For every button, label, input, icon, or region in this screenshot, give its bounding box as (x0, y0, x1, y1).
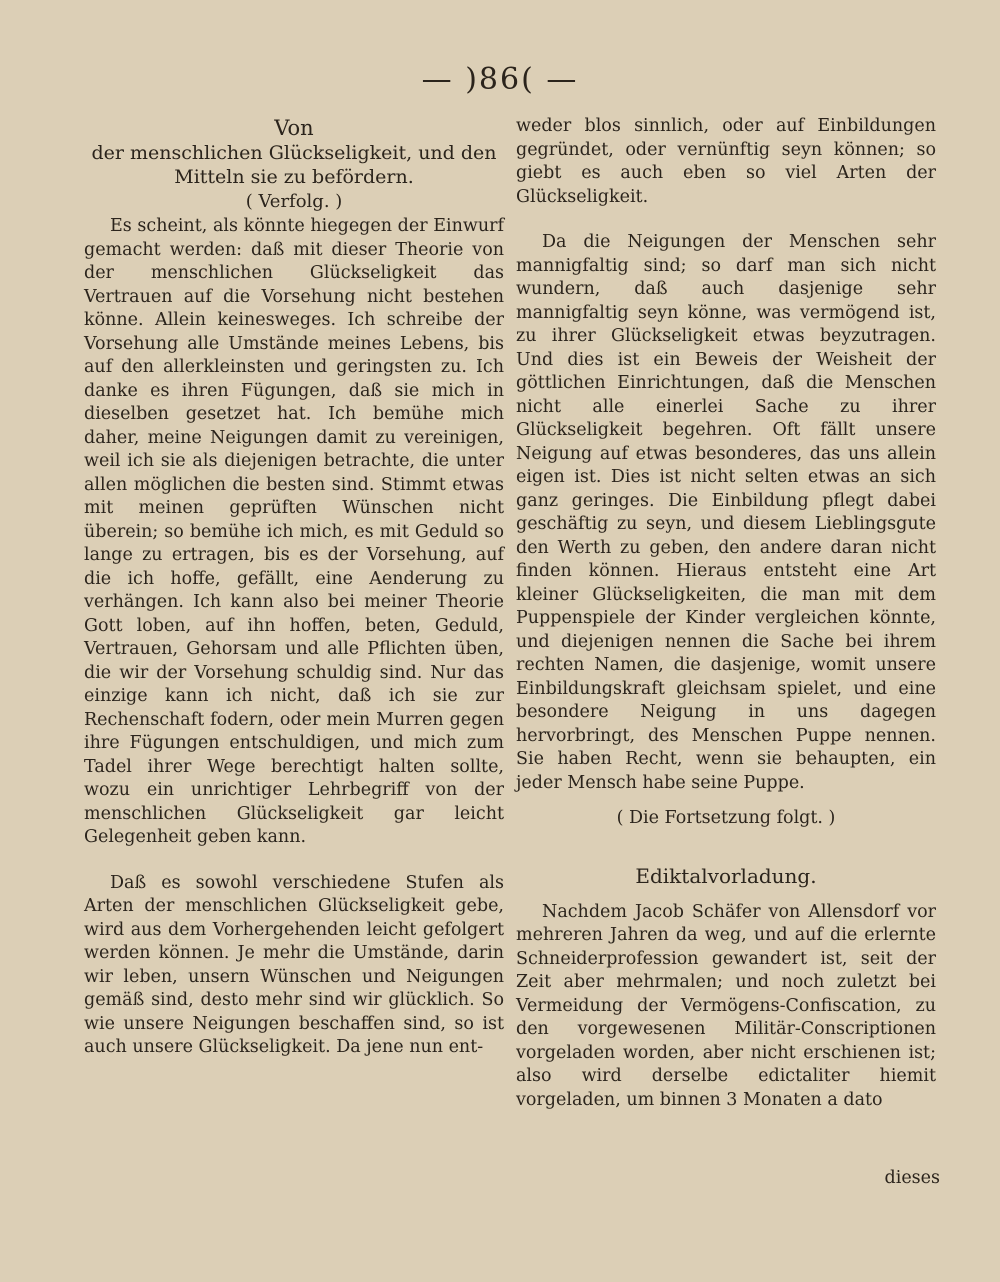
catchword: dieses (884, 1168, 940, 1188)
page-number-header: — )86( — (421, 62, 579, 97)
paragraph: Nachdem Jacob Schäfer von Allensdorf vor mehreren Jahren da weg, und auf die erlernte Schneiderprofession gewandert ist, seit der Zeit aber mehrmalen; und noch zuletzt bei Vermeidung der Vermögens-Confiscation, zu den vorgewesenen Militär-Conscriptionen vorgeladen worden, aber nicht erschienen ist; also wird derselbe edictaliter hiemit vorgeladen, um binnen 3 Monaten a dato (516, 901, 936, 1110)
article-title: der menschlichen Glückseligkeit, und den Mitteln sie zu befördern. (91, 142, 497, 188)
paragraph: Da die Neigungen der Menschen sehr mannigfaltig sind; so darf man sich nicht wundern, daß auch dasjenige sehr mannigfaltig seyn könne, was vermögend ist, zu ihrer Glückseligkeit etwas beyzutragen. Und dies ist ein Beweis der Weisheit der göttlichen Einrichtungen, daß die Menschen nicht alle einerlei Sache zu ihrer Glückseligkeit begehren. Oft fällt unsere Neigung auf etwas besonderes, das uns allein eigen ist. Dies ist nicht selten etwas an sich ganz geringes. Die Einbildung pflegt dabei geschäftig zu seyn, und diesem Lieblingsgute den Werth zu geben, den andere daran nicht finden können. Hieraus entsteht eine Art kleiner Glückseligkeiten, die man mit dem Puppenspiele der Kinder vergleichen könnte, und diejenigen nennen die Sache bei ihrem rechten Namen, die dasjenige, womit unsere Einbildungskraft gleichsam spielet, und eine besondere Neigung in uns dagegen hervorbringt, des Menschen Puppe nennen. Sie haben Recht, wenn sie behaupten, ein jeder Mensch habe seine Puppe. (516, 232, 936, 793)
section-title: Ediktalvorladung. (635, 863, 817, 888)
continuation-note: ( Die Fortsetzung folgt. ) (616, 808, 836, 828)
paragraph: weder blos sinnlich, oder auf Einbildungen gegründet, oder vernünftig seyn können; so giebt es auch eben so viel Arten der Glückseligkeit. (516, 116, 936, 207)
paragraph: Es scheint, als könnte hiegegen der Einwurf gemacht werden: daß mit dieser Theorie von der menschlichen Glückseligkeit das Vertrauen auf die Vorsehung nicht bestehen könne. Allein keinesweges. Ich schreibe der Vorsehung alle Umstände meines Lebens, bis auf den allerkleinsten und geringsten zu. Ich danke es ihren Fügungen, daß sie mich in dieselben gesetzet hat. Ich bemühe mich daher, meine Neigungen damit zu vereinigen, weil ich sie als diejenigen betrachte, die unter allen möglichen die besten sind. Stimmt etwas mit meinen geprüften Wünschen nicht überein; so bemühe ich mich, es mit Geduld so lange zu ertragen, bis es der Vorsehung, auf die ich hoffe, gefällt, eine Aenderung zu verhängen. Ich kann also bei meiner Theorie Gott loben, auf ihn hoffen, beten, Geduld, Vertrauen, Gehorsam und alle Pflichten üben, die wir der Vorsehung schuldig sind. Nur das einzige kann ich nicht, daß ich sie zur Rechenschaft fodern, oder mein Murren gegen ihre Fügungen entschuldigen, und mich zum Tadel ihrer Wege berechtigt halten sollte, wozu ein unrichtiger Lehrbegriff von der menschlichen Glückseligkeit gar leicht Gelegenheit geben kann. (84, 216, 504, 847)
paragraph: Daß es sowohl verschiedene Stufen als Arten der menschlichen Glückseligkeit gebe, wird aus dem Vorhergehenden leicht gefolgert werden können. Je mehr die Umstände, darin wir leben, unsern Wünschen und Neigungen gemäß sind, desto mehr sind wir glücklich. So wie unsere Neigungen beschaffen sind, so ist auch unsere Glückseligkeit. Da jene nun ent- (84, 872, 504, 1057)
right-column (516, 115, 936, 1112)
left-column (84, 115, 504, 1060)
article-subtitle: ( Verfolg. ) (245, 191, 343, 212)
article-title-prefix: Von (274, 116, 314, 140)
